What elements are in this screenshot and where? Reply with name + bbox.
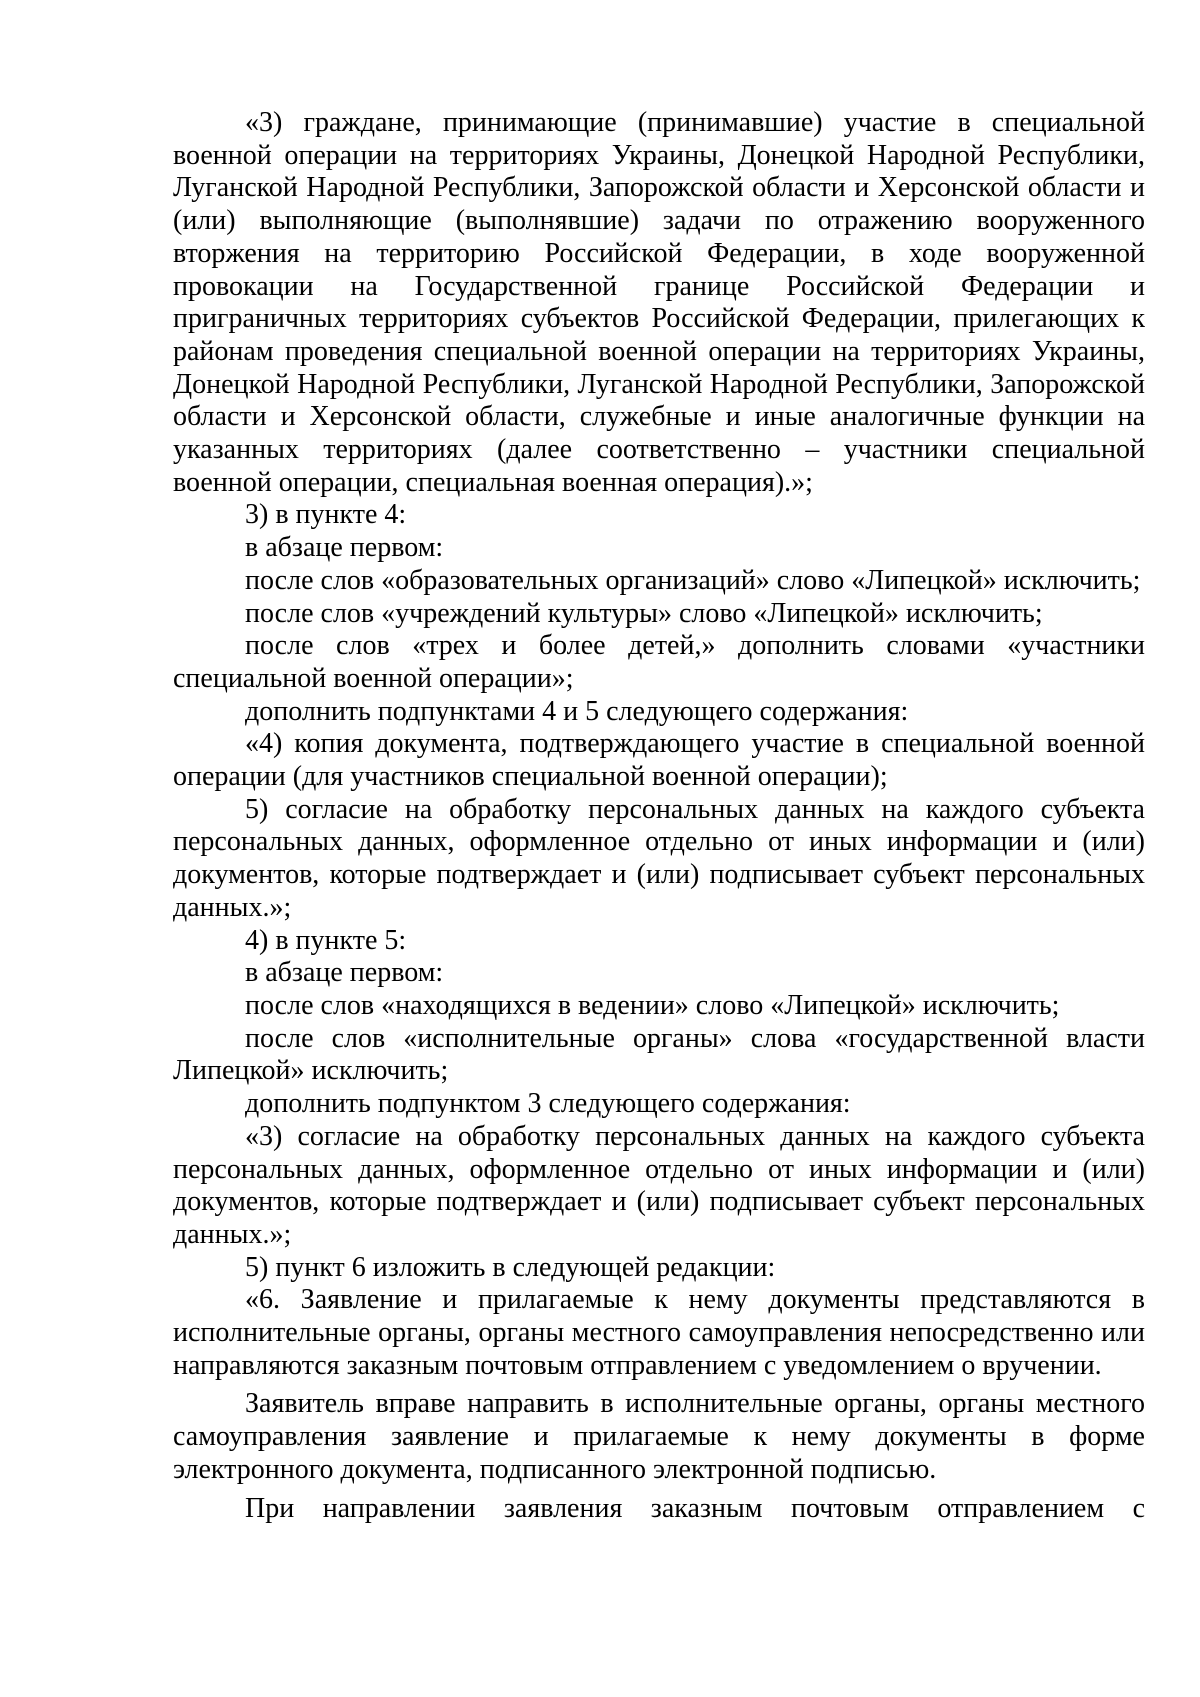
paragraph-subpoint-3-consent: «3) согласие на обработку персональных данных на каждого субъекта персональных данных, оформленное отдельно от иных информации и (или) документов, которые подтверждает и (или) подписывает субъект персональных данных.»; (173, 1120, 1145, 1250)
paragraph-first-subparagraph-2: в абзаце первом: (245, 957, 444, 989)
paragraph-point-6-text: «6. Заявление и прилагаемые к нему документы представляются в исполнительные органы, органы местного самоуправления непосредственно или направляются заказным почтовым отправлением с уведомлением о вручении. (173, 1284, 1145, 1381)
paragraph-add-subpoints-4-5: дополнить подпунктами 4 и 5 следующего содержания: (245, 695, 909, 727)
paragraph-electronic-submission: Заявитель вправе направить в исполнительные органы, органы местного самоуправления заявление и прилагаемые к нему документы в форме электронного документа, подписанного электронной подписью. (173, 1388, 1145, 1485)
paragraph-subpoint-5: 5) согласие на обработку персональных данных на каждого субъекта персональных данных, оформленное отдельно от иных информации и (или) документов, которые подтверждает и (или) подписывает субъект персональных данных.»; (173, 793, 1145, 923)
paragraph-first-subparagraph: в абзаце первом: (245, 532, 444, 564)
paragraph-educational-orgs: после слов «образовательных организаций» слово «Липецкой» исключить; (245, 564, 1141, 596)
document-page (173, 107, 1145, 1525)
paragraph-add-subpoint-3: дополнить подпунктом 3 следующего содержания: (245, 1088, 851, 1120)
paragraph-amendment-item-3: «3) граждане, принимающие (принимавшие) участие в специальной военной операции на территориях Украины, Донецкой Народной Республики, Луганской Народной Республики, Запорожской области и Херсонской области и (или) выполняющие (выполнявшие) задачи по отражению вооруженного вторжения на территорию Российской Федерации, в ходе вооруженной провокации на Государственной границе Российской Федерации и приграничных территориях субъектов Российской Федерации, прилегающих к районам проведения специальной военной операции на территориях Украины, Донецкой Народной Республики, Луганской Народной Республики, Запорожской области и Херсонской области, служебные и иные аналогичные функции на указанных территориях (далее соответственно – участники специальной военной операции, специальная военная операция).»; (173, 107, 1145, 498)
paragraph-subpoint-4: «4) копия документа, подтверждающего участие в специальной военной операции (для участников специальной военной операции); (173, 728, 1145, 793)
paragraph-point-4-heading: 3) в пункте 4: (245, 499, 407, 531)
paragraph-point-5-heading: 4) в пункте 5: (245, 924, 407, 956)
paragraph-registered-mail: При направлении заявления заказным почтовым отправлением с (245, 1492, 1145, 1524)
paragraph-point-6-heading: 5) пункт 6 изложить в следующей редакции: (245, 1251, 776, 1283)
paragraph-three-children: после слов «трех и более детей,» дополнить словами «участники специальной военной операции»; (173, 630, 1145, 694)
paragraph-in-charge: после слов «находящихся в ведении» слово «Липецкой» исключить; (245, 989, 1060, 1021)
paragraph-executive-bodies: после слов «исполнительные органы» слова «государственной власти Липецкой» исключить; (173, 1022, 1145, 1087)
paragraph-culture-institutions: после слов «учреждений культуры» слово «Липецкой» исключить; (245, 597, 1043, 629)
